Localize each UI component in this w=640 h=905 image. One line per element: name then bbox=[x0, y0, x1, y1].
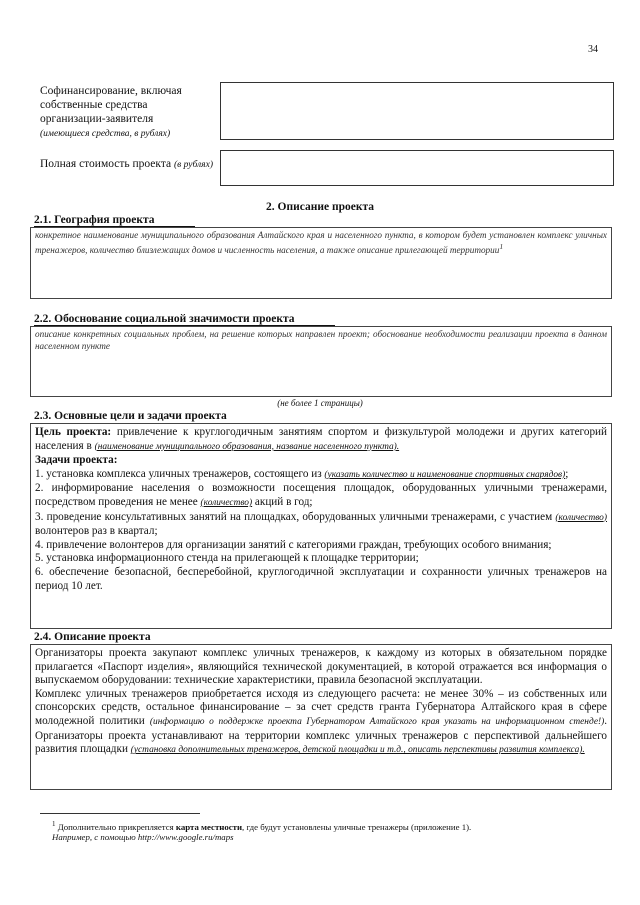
geography-hint-text: конкретное наименование муниципального образования Алтайского края и населенного пункта, в котором будет установлен комплекс уличных тренажеров, количество близлежащих домов и численность населения, а также описание прилегающей территории bbox=[35, 230, 607, 256]
geography-box[interactable] bbox=[30, 227, 612, 299]
section-title: 2. Описание проекта bbox=[266, 201, 374, 213]
total-cost-label-text: Полная стоимость проекта bbox=[40, 158, 172, 170]
total-cost-note: (в рублях) bbox=[174, 160, 213, 170]
footnote-marker: 1 bbox=[52, 820, 56, 828]
social-box[interactable] bbox=[30, 326, 612, 397]
task-3-text-a: 3. проведение консультативных занятий на площадках, оборудованных уличными тренажерами, с участием bbox=[35, 510, 553, 523]
geography-heading-text: 2.1. География проекта bbox=[34, 214, 195, 227]
task-1-hint: (указать количество и наименование спортивных снарядов) bbox=[324, 469, 566, 480]
goal-paragraph bbox=[35, 426, 607, 454]
footnote-text-bold: карта местности bbox=[175, 821, 243, 832]
social-hint: описание конкретных социальных проблем, на решение которых направлен проект; обоснование необходимости реализации проекта в данном населенном пункте bbox=[35, 329, 607, 351]
footnote-line-2 bbox=[52, 831, 234, 843]
goal-label: Цель проекта: bbox=[35, 426, 112, 438]
cofinancing-field[interactable] bbox=[220, 82, 614, 140]
footnote-text-b: , где будут установлены уличные тренажеры (приложение 1). bbox=[242, 821, 472, 832]
task-1: 1. установка комплекса уличных тренажеров, состоящего из (указать количество и наименование спортивных снарядов); bbox=[35, 467, 569, 480]
footnote-example-label: Например, с помощью bbox=[52, 832, 136, 842]
description-heading bbox=[34, 631, 151, 643]
description-p2-text-b: . Организаторы проекта устанавливают на территории комплекс уличных тренажеров с перспективой дальнейшего развития площадки bbox=[35, 714, 608, 756]
description-paragraph-1: Организаторы проекта закупают комплекс уличных тренажеров, к каждому из которых в обязательном порядке прилагается «Паспорт изделия», являющийся технической документацией, в которой отражается вся информация о выпускаемом оборудовании: технические характеристики, правила безопасной эксплуатации. bbox=[35, 647, 607, 687]
description-heading-text: 2.4. Описание проекта bbox=[34, 631, 151, 643]
footnote-example-link[interactable]: http://www.google.ru/maps bbox=[137, 832, 234, 842]
geography-hint bbox=[35, 229, 607, 256]
tasks-label: Задачи проекта: bbox=[35, 454, 118, 467]
description-paragraph-2 bbox=[35, 688, 607, 758]
social-limit-note: (не более 1 страницы) bbox=[277, 398, 363, 408]
task-4: 4. привлечение волонтеров для организации занятий с категориями граждан, требующих особого внимания; bbox=[35, 538, 552, 551]
social-heading-text: 2.2. Обоснование социальной значимости проекта bbox=[34, 313, 335, 326]
total-cost-label bbox=[40, 157, 215, 172]
task-3-hint: (количество) bbox=[555, 512, 607, 523]
task-2 bbox=[35, 482, 607, 510]
cofinancing-label-text: Софинансирование, включая собственные средства организации-заявителя bbox=[40, 85, 182, 125]
description-p2-hint-2: (установка дополнительных тренажеров, детской площадки и т.д., описать перспективы развития комплекса). bbox=[130, 745, 585, 756]
geography-footnote-marker: 1 bbox=[499, 242, 504, 251]
description-box bbox=[30, 644, 612, 790]
goals-heading-text: 2.3. Основные цели и задачи проекта bbox=[34, 410, 227, 422]
description-p2-text-a: Комплекс уличных тренажеров приобретается исходя из следующего расчета: не менее 30% – из собственных или спонсорских средств, остальное финансирование – за счет средств гранта Губернатора Алтайского края в сфере молодежной политики bbox=[35, 687, 607, 727]
goals-heading bbox=[34, 410, 227, 422]
task-2-hint: (количество) bbox=[200, 497, 253, 508]
task-2-text-a: 2. информирование населения о возможности посещения площадок, оборудованных уличными тренажерами, посредством проведения не менее bbox=[35, 482, 607, 508]
geography-heading bbox=[34, 214, 195, 226]
task-5: 5. установка информационного стенда на прилегающей к площадке территории; bbox=[35, 552, 419, 565]
social-heading bbox=[34, 313, 335, 325]
cofinancing-note: (имеющиеся средства, в рублях) bbox=[40, 129, 171, 139]
cofinancing-label bbox=[40, 84, 215, 141]
goal-text: привлечение к круглогодичным занятиям спортом и физкультурой молодежи и других категорий населения в bbox=[35, 426, 608, 452]
task-6: 6. обеспечение безопасной, бесперебойной, круглогодичной эксплуатации и сохранности уличных тренажеров на период 10 лет. bbox=[35, 565, 607, 592]
task-3 bbox=[35, 511, 607, 539]
goal-hint: (наименование муниципального образования, название населенного пункта). bbox=[94, 441, 400, 452]
task-3-text-b: волонтеров раз в квартал; bbox=[35, 525, 158, 538]
footnote-divider bbox=[40, 813, 200, 814]
task-2-text-b: акций в год; bbox=[254, 495, 313, 508]
goals-box bbox=[30, 423, 612, 629]
description-p2-hint: (информацию о поддержке проекта Губернатором Алтайского края указать на информационном стенде!) bbox=[149, 716, 605, 727]
total-cost-field[interactable] bbox=[220, 150, 614, 186]
page-number: 34 bbox=[588, 44, 598, 55]
footnote-text-a: Дополнительно прикрепляется bbox=[57, 821, 174, 832]
task-1-text: 1. установка комплекса уличных тренажеров, состоящего из bbox=[35, 467, 322, 480]
